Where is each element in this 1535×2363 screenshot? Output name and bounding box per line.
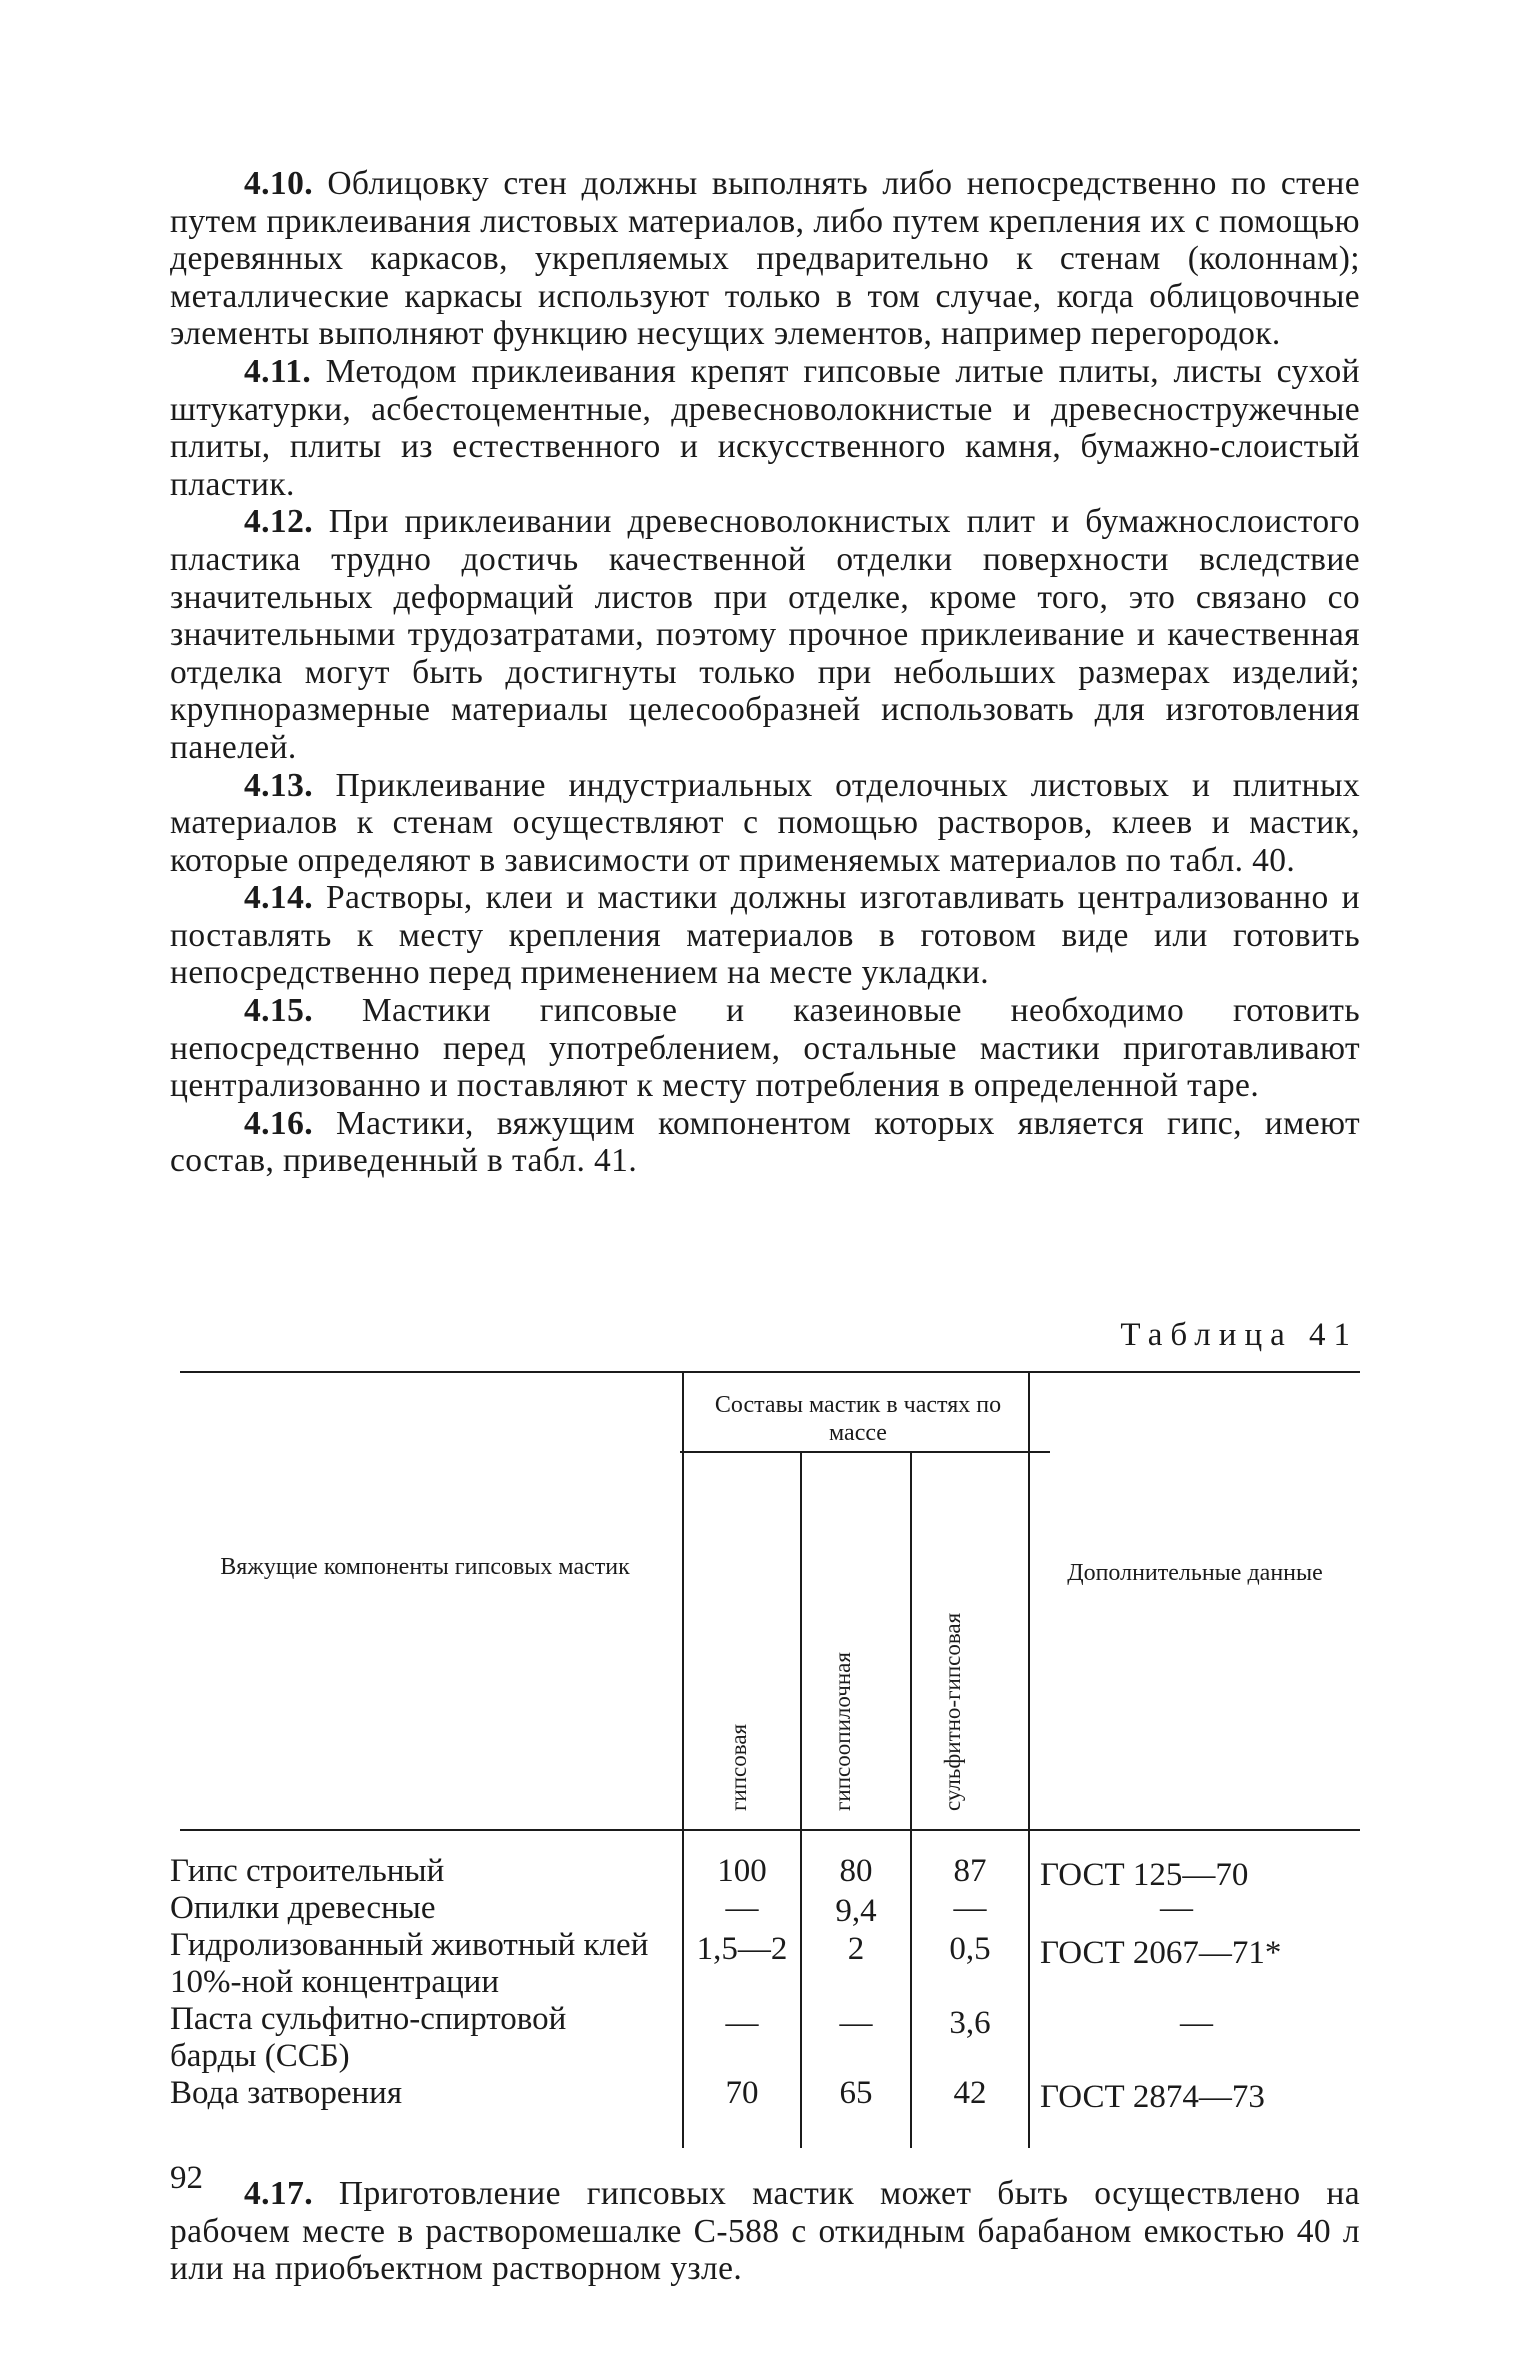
paragraph-4-14: 4.14. Растворы, клеи и мастики должны изготавливать централизованно и поставлять к месту крепления материалов в готовом виде или готовить непосредственно перед применением на месте укладки.	[170, 879, 1360, 992]
table-top-rule	[180, 1371, 1360, 1373]
paragraph-4-12: 4.12. При приклеивании древесноволокнистых плит и бумажнослоистого пластика трудно достичь качественной отделки поверхности вследствие значительных деформаций листов при отделке, кроме того, это связано со значительными трудозатратами, поэтому прочное приклеивание и качественная отделка могут быть достигнуты только при небольших размерах изделий; крупноразмерные материалы целесообразней использовать для изготовления панелей.	[170, 503, 1360, 766]
table-row-name: Паста сульфитно-спиртовой барды (ССБ)	[170, 2001, 567, 2074]
header-additional: Дополнительные данные	[1067, 1560, 1323, 1586]
table-cell: 0,5	[949, 1931, 991, 1967]
table-divider	[800, 1453, 802, 2148]
paragraph-4-16: 4.16. Мастики, вяжущим компонентом которых является гипс, имеют состав, приведенный в табл. 41.	[170, 1104, 1360, 1180]
table-cell: —	[953, 1890, 987, 1926]
table-cell-extra: ГОСТ 125—70	[1040, 1857, 1249, 1893]
table-cell: —	[725, 1890, 759, 1926]
paragraph-4-17: 4.17. Приготовление гипсовых мастик может быть осуществлено на рабочем месте в растворомешалке С-588 с откидным барабаном емкостью 40 л или на приобъектном растворном узле.	[170, 2175, 1360, 2288]
table-cell: 9,4	[835, 1893, 877, 1929]
table-cell: 1,5—2	[696, 1931, 788, 1967]
table-cell: 80	[839, 1853, 873, 1889]
table-row-name: Вода затворения	[170, 2075, 402, 2111]
paragraph-4-10: 4.10. Облицовку стен должны выполнять либо непосредственно по стене путем приклеивания листовых материалов, либо путем крепления их с помощью деревянных каркасов, укрепляемых предварительно к стенам (колоннам); металлические каркасы используют только в том случае, когда облицовочные элементы выполняют функцию несущих элементов, например перегородок.	[170, 165, 1361, 353]
table-cell: 2	[847, 1931, 865, 1967]
table-cell: —	[839, 2005, 873, 2041]
paragraph-4-15: 4.15. Мастики гипсовые и казеиновые необходимо готовить непосредственно перед употреблением, остальные мастики приготавливают централизованно и поставляют к месту потребления в определенной таре.	[170, 992, 1361, 1105]
table-header-rule	[180, 1829, 1360, 1831]
table-row-name: Гидролизованный животный клей 10%-ной концентрации	[170, 1927, 649, 2000]
paragraph-4-17-container	[170, 2175, 1360, 2288]
table-cell: 87	[953, 1853, 987, 1889]
table-cell-extra: —	[1180, 2005, 1213, 2041]
table-cell: 3,6	[949, 2005, 991, 2041]
table-divider	[1028, 1371, 1030, 2148]
table-cell: 70	[725, 2075, 759, 2111]
page-number: 92	[170, 2160, 203, 2196]
table-row-name: Опилки древесные	[170, 1890, 436, 1926]
paragraph-4-13: 4.13. Приклеивание индустриальных отделочных листовых и плитных материалов к стенам осуществляют с помощью растворов, клеев и мастик, которые определяют в зависимости от применяемых материалов по табл. 40.	[170, 766, 1360, 879]
table-row-name: Гипс строительный	[170, 1853, 445, 1889]
header-components: Вяжущие компоненты гипсовых мастик	[220, 1554, 630, 1580]
column-gypsum: гипсовая	[726, 1723, 751, 1811]
table-cell-extra: ГОСТ 2067—71*	[1040, 1935, 1282, 1971]
column-gypsum-sawdust: гипсоопилочная	[830, 1652, 855, 1811]
header-compositions: Составы мастик в частях по массе	[714, 1392, 1002, 1446]
table-cell: —	[725, 2005, 759, 2041]
column-sulfite-gypsum: сульфитно-гипсовая	[940, 1612, 965, 1811]
compositions-header-rule	[680, 1451, 1050, 1453]
table-divider	[910, 1453, 912, 2148]
table-cell: 42	[953, 2075, 987, 2111]
table-cell: 100	[717, 1853, 767, 1889]
table-caption: Таблица 41	[1120, 1317, 1358, 1353]
table-cell: 65	[839, 2075, 873, 2111]
table-cell-extra: —	[1160, 1890, 1193, 1926]
table-cell-extra: ГОСТ 2874—73	[1040, 2079, 1265, 2115]
paragraph-4-11: 4.11. Методом приклеивания крепят гипсовые литые плиты, листы сухой штукатурки, асбестоцементные, древесноволокнистые и древесностружечные плиты, плиты из естественного и искусственного камня, бумажно-слоистый пластик.	[170, 352, 1360, 503]
table-41	[170, 1371, 1360, 2148]
